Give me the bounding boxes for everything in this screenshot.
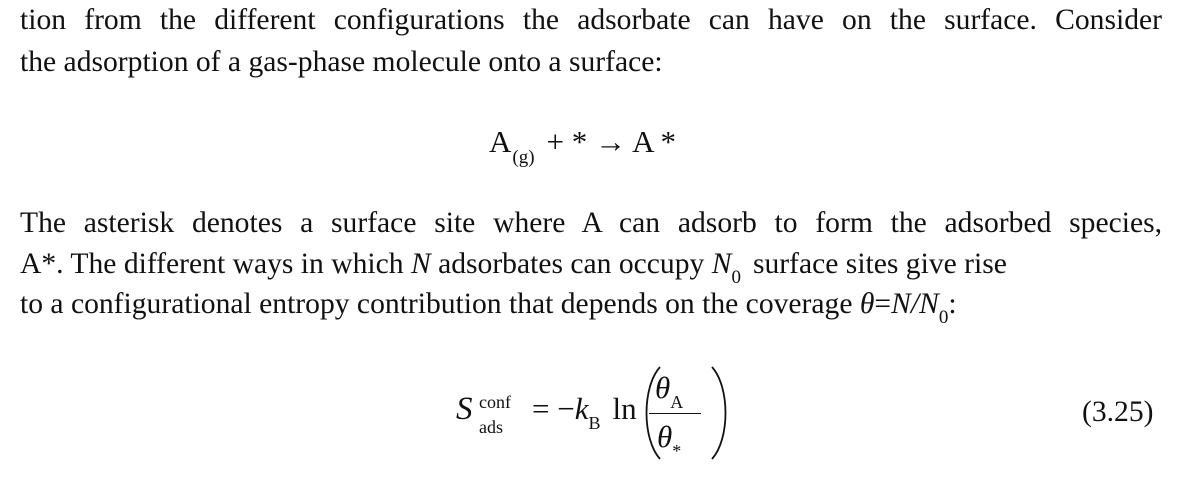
paragraph-1-line-1 (20, 3, 1162, 37)
text-span: the adsorption of a gas-phase molecule onto a surface: (20, 46, 663, 78)
ln-operator: ln (612, 391, 637, 426)
phase-subscript: (g) (512, 147, 535, 168)
equation-number: (3.25) (1082, 396, 1154, 428)
boltzmann-symbol: k (574, 391, 589, 426)
theta-symbol: θ (657, 419, 673, 454)
text-span: to a configurational entropy contribution that depends on the coverage (20, 288, 860, 320)
subscript-zero: 0 (938, 307, 949, 328)
symbol-n0: N (711, 248, 732, 280)
fraction-numerator (655, 370, 684, 412)
text-span: tion from the different configurations the adsorbate can have on the surface. Consider (20, 4, 1162, 36)
adsorption-equation (489, 124, 676, 168)
denominator-subscript: * (672, 441, 682, 461)
entropy-superscript: conf (479, 392, 511, 412)
paragraph-2-line-3 (20, 287, 1162, 328)
fraction-denominator (657, 419, 682, 461)
entropy-subscript: ads (479, 417, 503, 437)
subscript-zero: 0 (731, 267, 741, 288)
theta-symbol: θ (655, 370, 671, 405)
symbol-n: N (410, 248, 431, 280)
text-span: surface sites give rise (752, 248, 1007, 280)
text-span: The asterisk denotes a surface site where A can adsorb to form the adsorbed species, (20, 207, 1162, 239)
paragraph-2-line-2 (20, 247, 1162, 288)
symbol-n-over-n: N/N (891, 288, 939, 320)
colon: : (948, 288, 957, 320)
fraction-bar (649, 413, 701, 414)
equals-sign: = (874, 288, 892, 320)
right-paren-icon (700, 363, 740, 463)
symbol-theta: θ (859, 288, 875, 320)
boltzmann-subscript: B (588, 413, 601, 433)
numerator-subscript: A (670, 392, 684, 412)
paragraph-1-line-2 (20, 45, 1162, 79)
species-symbol: A (489, 124, 512, 159)
entropy-symbol: S (456, 391, 473, 427)
equals-minus: = − (532, 391, 575, 426)
text-span: adsorbates can occupy (430, 248, 712, 280)
equation-rest: + * → A * (546, 124, 676, 159)
entropy-equation (456, 363, 736, 463)
text-span: A*. The different ways in which (20, 248, 411, 280)
equation-rhs (532, 391, 637, 433)
paragraph-2-line-1 (20, 206, 1162, 240)
